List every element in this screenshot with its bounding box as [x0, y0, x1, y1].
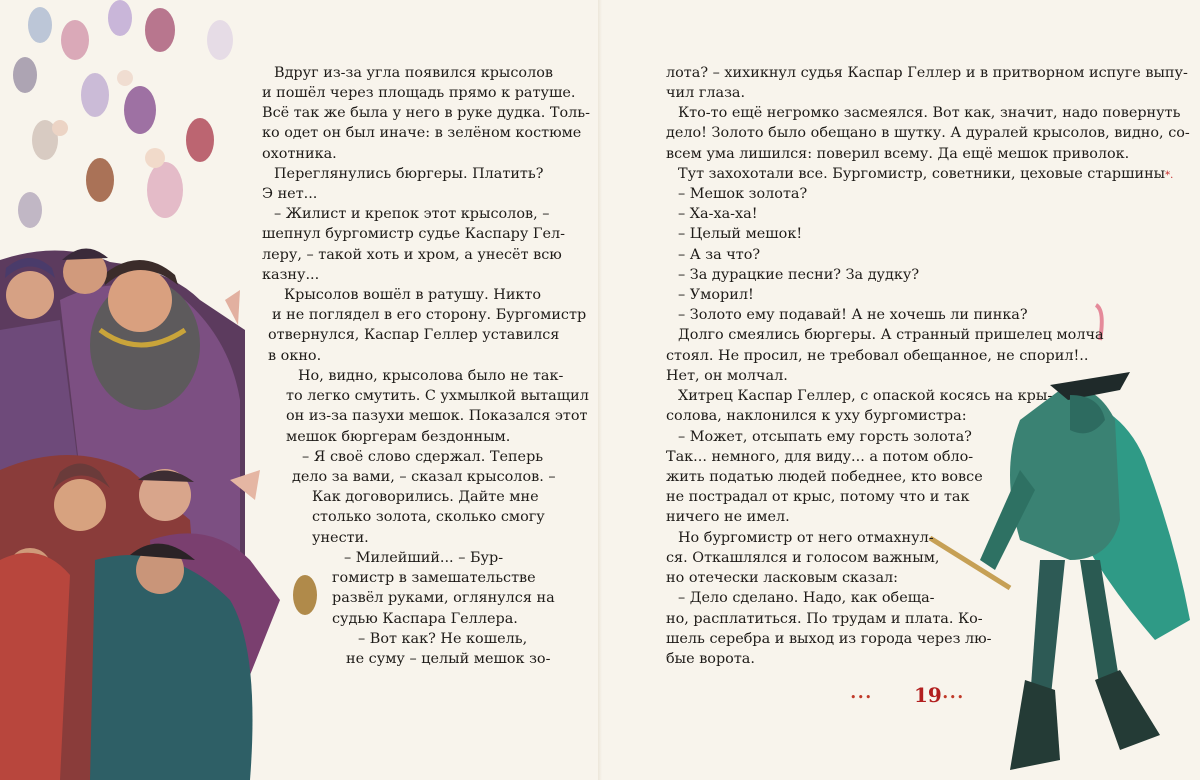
text-line: Кто-то ещё негромко засмеялся. Вот как, значит, надо повернуть — [678, 105, 1181, 121]
text-line: Переглянулись бюргеры. Платить? — [274, 166, 544, 182]
text-line: ся. Откашлялся и голосом важным, — [666, 550, 940, 566]
text-line: бые ворота. — [666, 651, 755, 667]
text-line: мешок бюргерам бездонным. — [286, 429, 511, 445]
text-line: развёл руками, оглянулся на — [332, 590, 555, 606]
text-line: Нет, он молчал. — [666, 368, 788, 384]
text-line: он из-за пазухи мешок. Показался этот — [286, 408, 588, 424]
text-line: шепнул бургомистр судье Каспару Гел- — [262, 226, 565, 242]
text-line: – За дурацкие песни? За дудку? — [678, 267, 920, 283]
text-line: стоял. Не просил, не требовал обещанное, не спорил!.. — [666, 348, 1089, 364]
text-line: но отечески ласковым сказал: — [666, 570, 899, 586]
text-line: Крысолов вошёл в ратушу. Никто — [284, 287, 542, 303]
text-line: – Милейший... – Бур- — [344, 550, 504, 566]
text-line: в окно. — [268, 348, 322, 364]
text-line: – Вот как? Не кошель, — [358, 631, 528, 647]
text-line: то легко смутить. С ухмылкой вытащил — [286, 388, 589, 404]
text-line: дело за вами, – сказал крысолов. – — [292, 469, 556, 485]
page-number — [850, 683, 968, 709]
text-line: но, расплатиться. По трудам и плата. Ко- — [666, 611, 983, 627]
text-line: лота? – хихикнул судья Каспар Геллер и в притворном испуге выпу- — [666, 65, 1188, 81]
right-page — [600, 0, 1200, 780]
text-line: – Я своё слово сдержал. Теперь — [302, 449, 544, 465]
text-line: ничего не имел. — [666, 509, 790, 525]
text-line: всем ума лишился: поверил всему. Да ещё мешок приволок. — [666, 146, 1130, 162]
text-line: – Жилист и крепок этот крысолов, – — [274, 206, 550, 222]
text-line: леру, – такой хоть и хром, а унесёт всю — [262, 247, 562, 263]
text-line: Долго смеялись бюргеры. А странный пришелец молча — [678, 327, 1104, 343]
text-line: солова, наклонился к уху бургомистра: — [666, 408, 967, 424]
text-line: – Целый мешок! — [678, 226, 803, 242]
text-line: Вдруг из-за угла появился крысолов — [274, 65, 554, 81]
text-line: – Дело сделано. Надо, как обеща- — [678, 590, 935, 606]
text-line: судью Каспара Геллера. — [332, 611, 518, 627]
text-line: – Может, отсыпать ему горсть золота? — [678, 429, 972, 445]
page-number-ornament-left: ••• — [850, 691, 873, 704]
text-line: и не поглядел в его сторону. Бургомистр — [272, 307, 587, 323]
text-line: жить податью людей победнее, кто вовсе — [666, 469, 983, 485]
pied-piper-figure — [930, 305, 1190, 770]
text-line: Так... немного, для виду... а потом обло- — [666, 449, 974, 465]
text-line: Хитрец Каспар Геллер, с опаской косясь на кры- — [678, 388, 1053, 404]
text-line: Как договорились. Дайте мне — [312, 489, 539, 505]
text-line: отвернулся, Каспар Геллер уставился — [268, 327, 560, 343]
text-line: дело! Золото было обещано в шутку. А дуралей крысолов, видно, со- — [666, 125, 1190, 141]
text-line: чил глаза. — [666, 85, 746, 101]
page-number-ornament-right: ••• — [942, 691, 965, 704]
text-line: гомистр в замешательстве — [332, 570, 536, 586]
text-line: – Мешок золота? — [678, 186, 808, 202]
text-line: и пошёл через площадь прямо к ратуше. — [262, 85, 576, 101]
text-line: – Уморил! — [678, 287, 754, 303]
text-line: – А за что? — [678, 247, 761, 263]
text-line: – Золото ему подавай! А не хочешь ли пинка? — [678, 307, 1028, 323]
text-line-content: Тут захохотали все. Бургомистр, советники, цеховые старшины — [678, 166, 1166, 182]
text-line: Но, видно, крысолова было не так- — [298, 368, 564, 384]
text-line: ко одет он был иначе: в зелёном костюме — [262, 125, 582, 141]
page-number-value: 19 — [914, 683, 942, 707]
text-line: не суму – целый мешок зо- — [346, 651, 551, 667]
text-line: охотника. — [262, 146, 337, 162]
text-line: унести. — [312, 530, 369, 546]
text-line: не пострадал от крыс, потому что и так — [666, 489, 970, 505]
text-line: Э нет... — [262, 186, 318, 202]
text-line: Но бургомистр от него отмахнул- — [678, 530, 934, 546]
text-line: столько золота, сколько смогу — [312, 509, 545, 525]
text-line: казну... — [262, 267, 320, 283]
text-line: шель серебра и выход из города через лю- — [666, 631, 992, 647]
text-line: Всё так же была у него в руке дудка. Толь- — [262, 105, 590, 121]
flying-children — [13, 0, 233, 228]
text-line: – Ха-ха-ха! — [678, 206, 758, 222]
footnote-marker: *. — [1165, 170, 1174, 181]
text-line — [678, 164, 1173, 186]
